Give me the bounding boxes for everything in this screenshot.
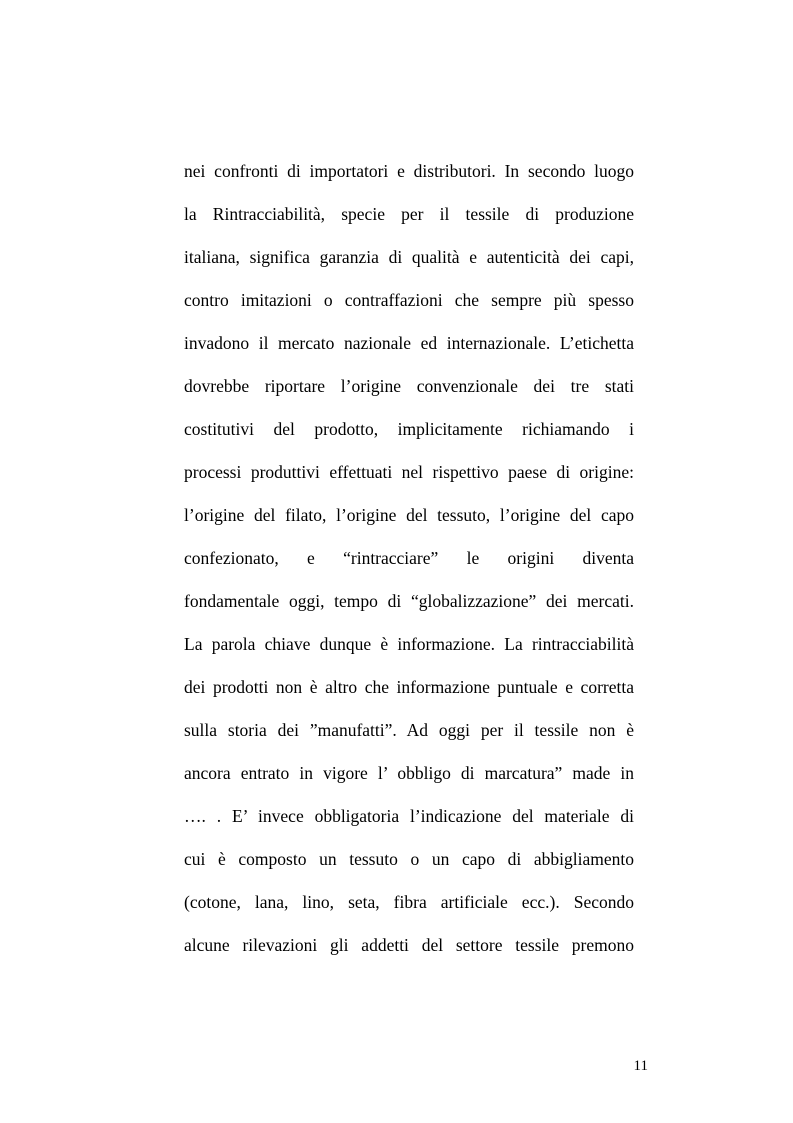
text-line: processi produttivi effettuati nel rispettivo paese di origine: xyxy=(184,462,634,482)
body-text xyxy=(184,150,634,967)
text-line: alcune rilevazioni gli addetti del settore tessile premono xyxy=(184,935,634,955)
text-line: contro imitazioni o contraffazioni che sempre più spesso xyxy=(184,290,634,310)
text-line: (cotone, lana, lino, seta, fibra artificiale ecc.). Secondo xyxy=(184,892,634,912)
text-line: dei prodotti non è altro che informazione puntuale e corretta xyxy=(184,677,634,697)
text-line: cui è composto un tessuto o un capo di abbigliamento xyxy=(184,849,634,869)
text-line: La parola chiave dunque è informazione. La rintracciabilità xyxy=(184,634,634,654)
text-line: invadono il mercato nazionale ed internazionale. L’etichetta xyxy=(184,333,634,353)
text-line: italiana, significa garanzia di qualità e autenticità dei capi, xyxy=(184,247,634,267)
text-line: l’origine del filato, l’origine del tessuto, l’origine del capo xyxy=(184,505,634,525)
text-line: …. . E’ invece obbligatoria l’indicazione del materiale di xyxy=(184,806,634,826)
text-line: fondamentale oggi, tempo di “globalizzazione” dei mercati. xyxy=(184,591,634,611)
text-line: costitutivi del prodotto, implicitamente richiamando i xyxy=(184,419,634,439)
text-line: ancora entrato in vigore l’ obbligo di marcatura” made in xyxy=(184,763,634,783)
text-line: sulla storia dei ”manufatti”. Ad oggi per il tessile non è xyxy=(184,720,634,740)
text-line: la Rintracciabilità, specie per il tessile di produzione xyxy=(184,204,634,224)
text-line: confezionato, e “rintracciare” le origini diventa xyxy=(184,548,634,568)
text-line: dovrebbe riportare l’origine convenzionale dei tre stati xyxy=(184,376,634,396)
page-number: 11 xyxy=(633,1058,648,1074)
text-line: nei confronti di importatori e distributori. In secondo luogo xyxy=(184,161,634,181)
